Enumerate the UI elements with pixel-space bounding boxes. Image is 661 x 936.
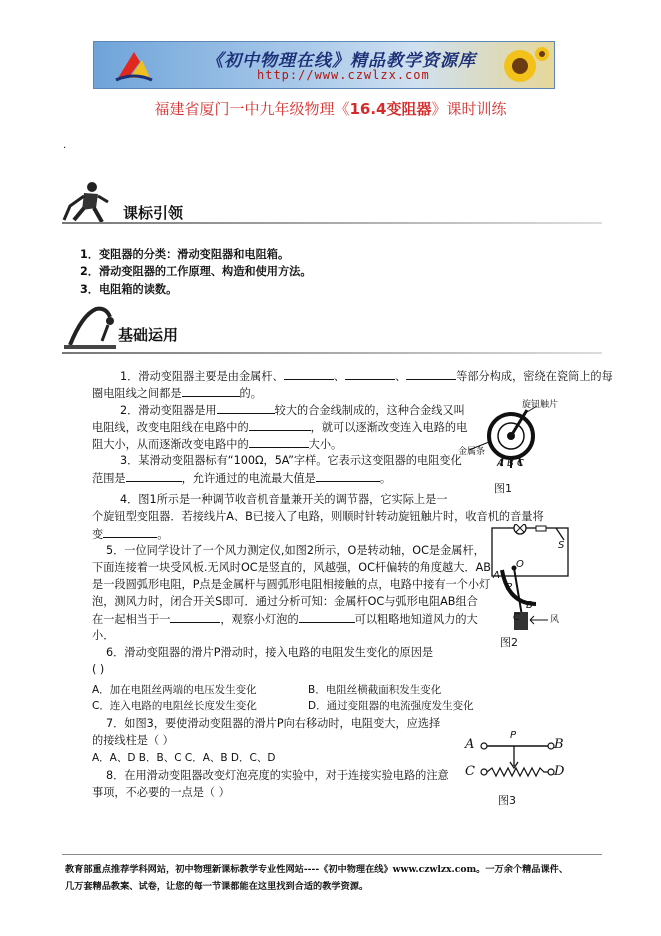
- stray-dot: .: [63, 140, 67, 151]
- figure-3-label-p: P: [510, 730, 517, 741]
- figure-3-label-c: C: [465, 764, 475, 779]
- footer-divider: [62, 854, 602, 855]
- sunflower-icon: [490, 44, 550, 88]
- question-1-line: 圈电阻线之间都是 的。: [92, 387, 262, 400]
- question-5-line: 5．一位同学设计了一个风力测定仪,如图2所示，O是转动轴，OC是金属杆，: [106, 544, 485, 557]
- question-5-line: 在一起相当于一 ，观察小灯泡的 可以粗略地知道风力的大: [92, 613, 478, 626]
- question-8-line: 8．在用滑动变阻器改变灯泡亮度的实验中，对于连接实验电路的注意: [106, 769, 449, 782]
- question-5-line: 下面连接着一块受风板.无风时OC是竖直的，风越强，OC杆偏转的角度越大．AB: [92, 561, 491, 574]
- question-3-line: 3．某滑动变阻器标有“100Ω，5A”字样。它表示这变阻器的电阻变化: [120, 454, 462, 467]
- question-7-line: 的接线柱是（ ）: [92, 734, 174, 747]
- figure-1-caption: 图1: [494, 482, 512, 495]
- document-title: 福建省厦门一中九年级物理《16.4变阻器》课时训练: [154, 100, 507, 118]
- figure-2-label-b: B: [526, 600, 533, 611]
- figure-1-label-strip: 金属条: [458, 447, 486, 457]
- question-4-line: 4．图1所示是一种调节收音机音量兼开关的调节器，它实际上是一: [120, 493, 448, 506]
- figure-3-label-d: D: [554, 764, 565, 779]
- gymnast-icon: [62, 305, 118, 353]
- question-6-answer-bracket: ( ): [92, 663, 105, 676]
- figure-2-label-switch: S: [558, 540, 565, 551]
- banner-title: 《初中物理在线》精品教学资源库: [206, 51, 476, 71]
- question-2-line: 2．滑动变阻器是用 较大的合金线制成的，这种合金线又叫: [120, 404, 465, 417]
- option-a: A．加在电阻丝两端的电压发生变化: [92, 684, 257, 696]
- section-title-basic-application: 基础运用: [118, 326, 179, 344]
- figure-2-caption: 图2: [500, 636, 518, 649]
- question-3-line: 范围是 ，允许通过的电流最大值是 。: [92, 472, 392, 485]
- question-2-line: 电阻线，改变电阻线在电路中的 ，就可以逐渐改变连入电路的电: [92, 421, 468, 434]
- figure-1-label-knob: 旋钮触片: [522, 400, 559, 410]
- banner-url[interactable]: http://www.czwlzx.com: [257, 68, 430, 82]
- question-7-line: 7．如图3，要使滑动变阻器的滑片P向右移动时，电阻变大，应选择: [106, 717, 441, 730]
- header-banner: [93, 41, 555, 89]
- figure-3-label-a: A: [465, 737, 475, 752]
- figure-2-label-c: C: [513, 612, 520, 623]
- figure-3-caption: 图3: [498, 794, 516, 807]
- question-1-line: 1．滑动变阻器主要是由金属杆、 、 、 等部分构成，密绕在瓷筒上的每: [120, 370, 613, 383]
- figure-2-label-o: O: [516, 559, 524, 570]
- question-5-line: 小．: [92, 629, 115, 642]
- question-4-line: 变 。: [92, 528, 169, 541]
- question-7-options: A．A、D B．B、C C．A、B D．C、D: [92, 752, 276, 764]
- ice-hockey-player-icon: [62, 180, 112, 226]
- section-divider: [62, 352, 602, 354]
- figure-3-label-b: B: [554, 737, 564, 752]
- objective-item: 3．电阻箱的读数。: [80, 283, 178, 296]
- objective-item: 1．变阻器的分类：滑动变阻器和电阻箱。: [80, 248, 290, 261]
- section-divider: [62, 222, 602, 224]
- footer-notice: 教育部重点推荐学科网站，初中物理新课标教学专业性网站----《初中物理在线》www.czwlzx.com。一万余个精品课件、 几万套精品教案、试卷，让您的每一节课都能在这里找到合适的教学资源。: [65, 864, 569, 892]
- figure-2-label-p: P: [506, 582, 513, 593]
- question-8-line: 事项，不必要的一点是（ ）: [92, 786, 230, 799]
- option-b: B．电阻丝横截面积发生变化: [308, 684, 442, 696]
- question-2-line: 阻大小，从而逐渐改变电路中的 大小。: [92, 438, 343, 451]
- question-5-line: 是一段圆弧形电阻，P点是金属杆与圆弧形电阻相接触的点，电路中接有一个小灯: [92, 578, 491, 591]
- figure-1-label-terminals: A B C: [497, 458, 525, 469]
- option-c: C．连入电路的电阻丝长度发生变化: [92, 700, 257, 712]
- figure-2-label-a: A: [493, 570, 500, 581]
- question-4-line: 个旋钮型变阻器．若接线片A、B已接入了电路，则顺时针转动旋钮触片时，收音机的音量将: [92, 510, 544, 523]
- question-6-line: 6．滑动变阻器的滑片P滑动时，接入电路的电阻发生变化的原因是: [106, 646, 434, 659]
- figure-2-label-wind: 风: [550, 615, 560, 625]
- option-d: D．通过变阻器的电流强度发生变化: [308, 700, 474, 712]
- site-logo-icon: [114, 48, 154, 84]
- section-title-curriculum: 课标引领: [123, 204, 184, 222]
- question-5-line: 泡，测风力时，闭合开关S即可．通过分析可知：金属杆OC与弧形电阻AB组合: [92, 595, 478, 608]
- objective-item: 2．滑动变阻器的工作原理、构造和使用方法。: [80, 265, 312, 278]
